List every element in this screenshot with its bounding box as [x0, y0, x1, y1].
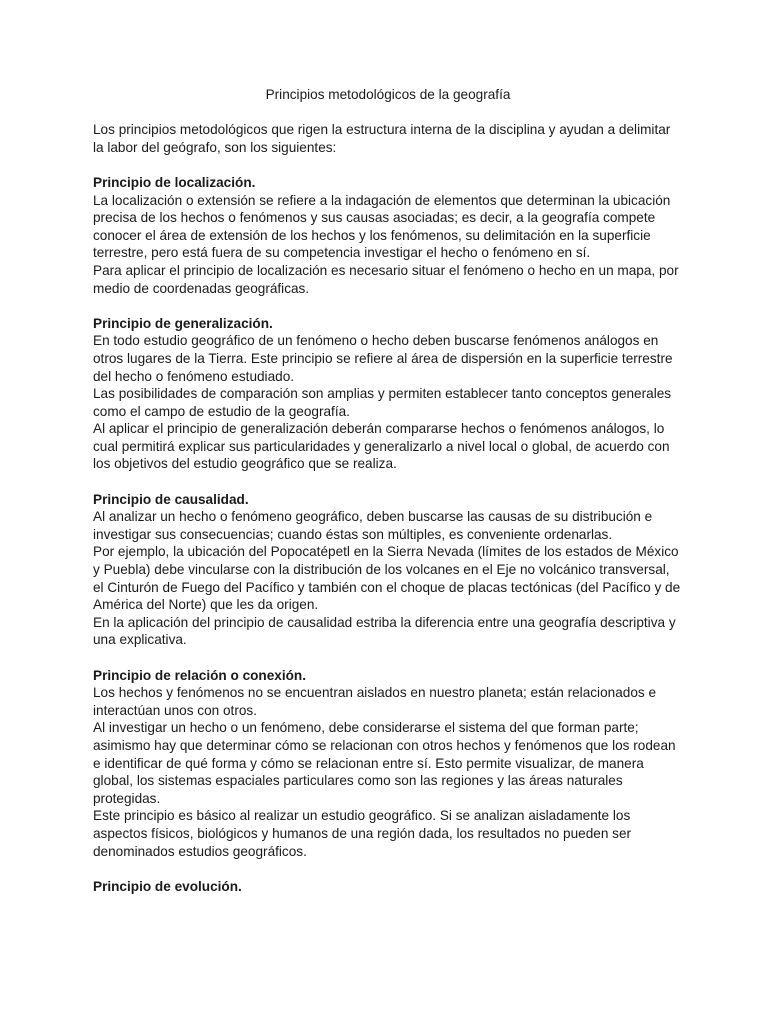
paragraph: Al investigar un hecho o un fenómeno, debe considerarse el sistema del que forman parte; asimismo hay que determinar cómo se relacionan con otros hechos y fenómenos que los rodean e identificar de qué forma y cómo se relacionan entre sí. Esto permite visualizar, de manera global, los sistemas espaciales particulares como son las regiones y las áreas naturales protegidas.	[93, 720, 676, 806]
section-heading: Principio de localización.	[93, 174, 256, 190]
paragraph: Para aplicar el principio de localización es necesario situar el fenómeno o hecho en un mapa, por medio de coordenadas geográficas.	[93, 262, 679, 296]
intro-paragraph: Los principios metodológicos que rigen la estructura interna de la disciplina y ayudan a delimitar la labor del geógrafo, son los siguientes:	[93, 122, 671, 155]
section-heading: Principio de causalidad.	[93, 491, 249, 507]
document-title: Principios metodológicos de la geografía	[265, 87, 511, 102]
paragraph: En la aplicación del principio de causalidad estriba la diferencia entre una geografía descriptiva y una explicativa.	[93, 614, 676, 648]
section-relacion-conexion	[93, 667, 683, 861]
paragraph: Los hechos y fenómenos no se encuentran aislados en nuestro planeta; están relacionados e interactúan unos con otros.	[93, 685, 657, 718]
paragraph: Al aplicar el principio de generalización deberán compararse hechos o fenómenos análogos, lo cual permitirá explicar sus particularidades y generalizarlo a nivel local o global, de acuerdo con los objetivos del estudio geográfico que se realiza.	[93, 421, 670, 472]
paragraph: Este principio es básico al realizar un estudio geográfico. Si se analizan aisladamente los aspectos físicos, biológicos y humanos de una región dada, los resultados no pueden ser denominados estudios geográficos.	[93, 808, 632, 859]
paragraph: Las posibilidades de comparación son amplias y permiten establecer tanto conceptos generales como el campo de estudio de la geografía.	[93, 386, 672, 419]
section-generalizacion	[93, 315, 683, 473]
section-heading: Principio de relación o conexión.	[93, 667, 307, 683]
section-localizacion	[93, 174, 683, 297]
paragraph: En todo estudio geográfico de un fenómeno o hecho deben buscarse fenómenos análogos en otros lugares de la Tierra. Este principio se refiere al área de dispersión en la superficie terrestre del hecho o fenómeno estudiado.	[93, 333, 673, 384]
paragraph: Por ejemplo, la ubicación del Popocatépetl en la Sierra Nevada (límites de los estados de México y Puebla) debe vincularse con la distribución de los volcanes en el Eje no volcánico transversal, el Cinturón de Fuego del Pacífico y también con el choque de placas tectónicas (del Pacífico y de América del Norte) que les da origen.	[93, 544, 681, 613]
section-heading: Principio de generalización.	[93, 315, 273, 331]
paragraph: La localización o extensión se refiere a la indagación de elementos que determinan la ubicación precisa de los hechos o fenómenos y sus causas asociadas; es decir, a la geografía compete conocer el área de extensión de los hechos y los fenómenos, su delimitación en la superficie terrestre, pero está fuera de su competencia investigar el hecho o fenómeno en sí.	[93, 192, 671, 261]
section-causalidad	[93, 491, 683, 649]
section-evolucion	[93, 878, 683, 896]
section-heading: Principio de evolución.	[93, 878, 242, 894]
paragraph: Al analizar un hecho o fenómeno geográfico, deben buscarse las causas de su distribución e investigar sus consecuencias; cuando éstas son múltiples, es conveniente ordenarlas.	[93, 509, 653, 542]
document-page	[93, 86, 683, 913]
